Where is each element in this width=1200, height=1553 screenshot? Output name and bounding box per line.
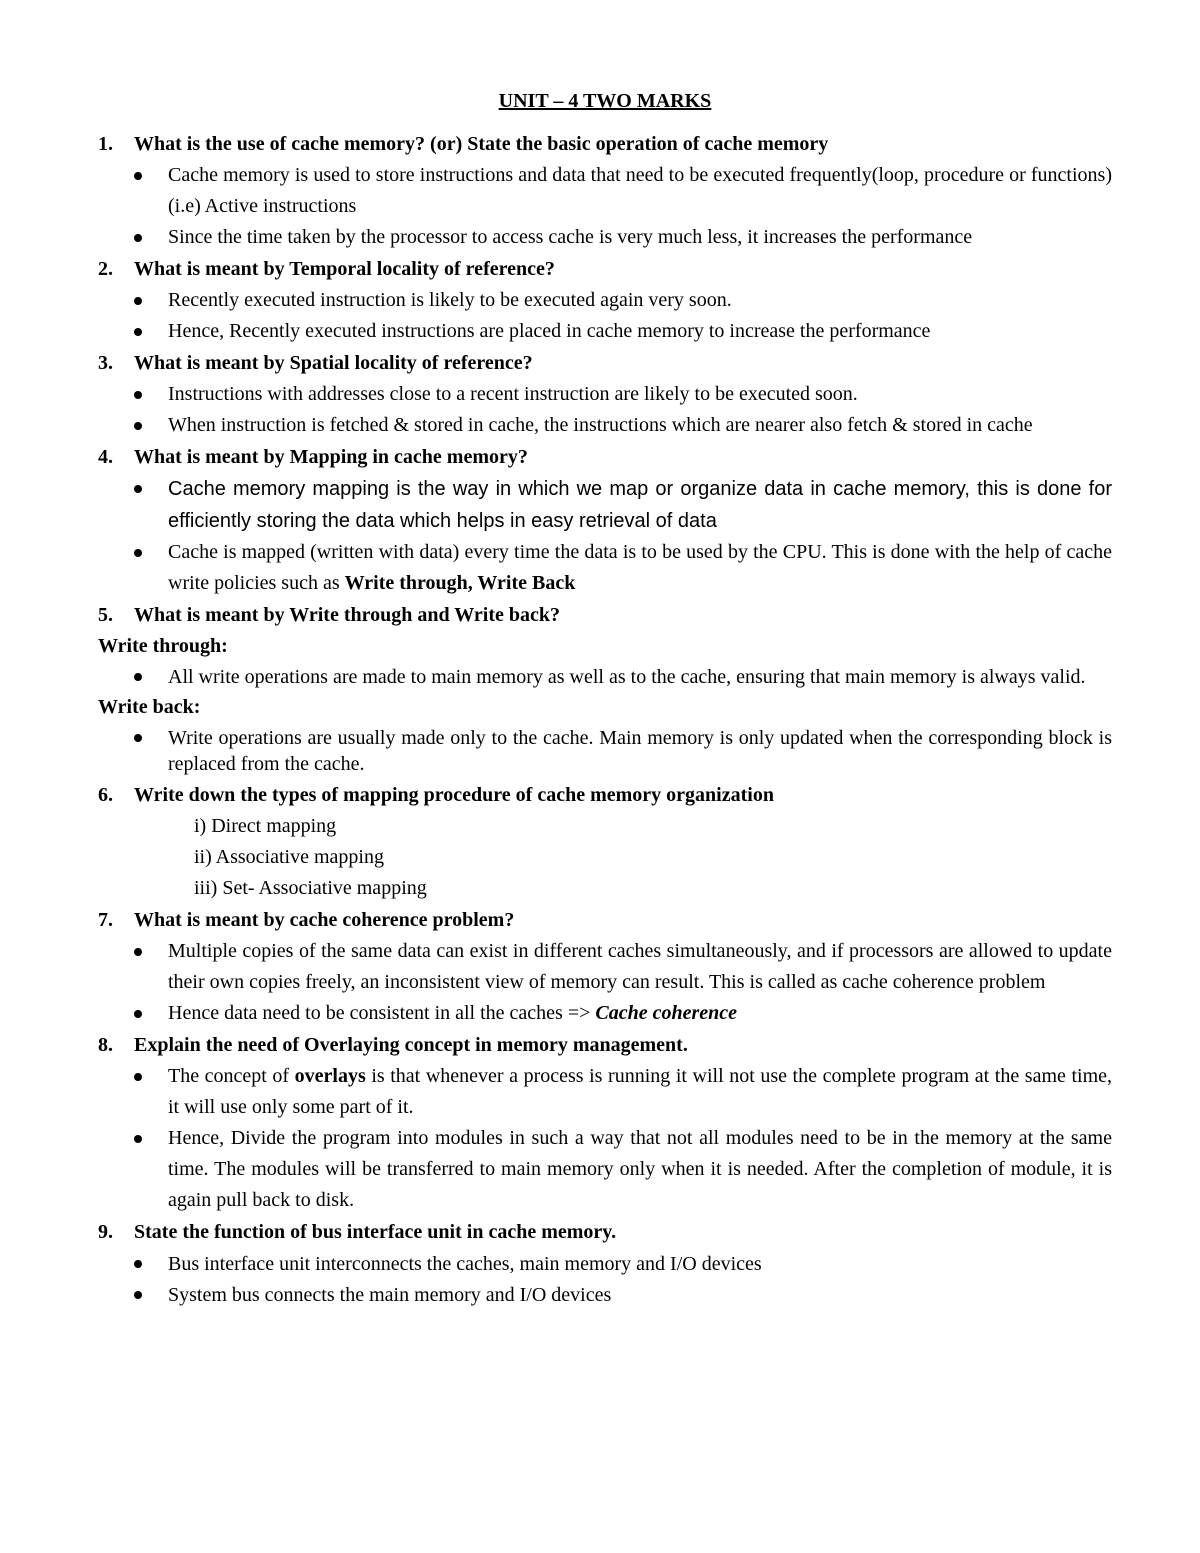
question-number: 8.	[98, 1034, 113, 1056]
answer-text: System bus connects the main memory and I/O devices	[168, 1284, 612, 1306]
question-heading	[98, 1216, 1112, 1248]
answer-list	[98, 1248, 1112, 1310]
answer-text: Cache is mapped (written with data) every time the data is to be used by the CPU. This is done with the help of cache write policies such as	[168, 541, 1112, 594]
answer-text: Recently executed instruction is likely to be executed again very soon.	[168, 289, 732, 311]
question-3	[98, 347, 1112, 441]
answer-list	[98, 285, 1112, 347]
bullet-icon	[134, 391, 142, 399]
answer-text: Instructions with addresses close to a recent instruction are likely to be executed soon.	[168, 383, 858, 405]
answer-text: The concept of	[168, 1065, 295, 1087]
bullet-icon	[134, 1010, 142, 1018]
question-text: What is the use of cache memory? (or) State the basic operation of cache memory	[134, 133, 829, 155]
bullet-icon	[134, 1291, 142, 1299]
question-text: Write down the types of mapping procedure of cache memory organization	[134, 784, 774, 806]
answer-text: Bus interface unit interconnects the caches, main memory and I/O devices	[168, 1253, 762, 1275]
answer-list	[98, 722, 1112, 779]
question-text: What is meant by Spatial locality of reference?	[134, 352, 533, 374]
page-title: UNIT – 4 TWO MARKS	[498, 90, 712, 112]
answer-text: Hence, Recently executed instructions are placed in cache memory to increase the performance	[168, 320, 931, 342]
answer-list	[98, 473, 1112, 599]
question-text: Explain the need of Overlaying concept in memory management.	[134, 1034, 688, 1056]
answer-list	[98, 160, 1112, 253]
question-number: 5.	[98, 604, 113, 626]
question-list	[98, 128, 1112, 1310]
bullet-icon	[134, 1073, 142, 1081]
question-8	[98, 1029, 1112, 1216]
question-number: 2.	[98, 258, 113, 280]
question-text: What is meant by cache coherence problem?	[134, 909, 515, 931]
question-text: What is meant by Temporal locality of reference?	[134, 258, 555, 280]
question-text: State the function of bus interface unit in cache memory.	[134, 1221, 617, 1243]
answer-text: Cache memory is used to store instructions and data that need to be executed frequently(loop, procedure or functions) (i.e) Active instructions	[168, 164, 1112, 217]
bullet-icon	[134, 234, 142, 242]
answer-text: Hence, Divide the program into modules in such a way that not all modules need to be in the memory at the same time. The modules will be transferred to main memory only when it is needed. After the completion of module, it is again pull back to disk.	[168, 1127, 1112, 1211]
answer-bullet	[98, 379, 1112, 410]
question-6	[98, 779, 1112, 904]
answer-bullet	[98, 661, 1112, 692]
question-heading	[98, 1029, 1112, 1061]
mapping-item: i) Direct mapping	[194, 815, 337, 837]
bullet-icon	[134, 1260, 142, 1268]
question-4	[98, 441, 1112, 599]
bullet-icon	[134, 1135, 142, 1143]
bullet-icon	[134, 734, 142, 742]
answer-text: Multiple copies of the same data can exist in different caches simultaneously, and if processors are allowed to update their own copies freely, an inconsistent view of memory can result. This is called as cache coherence problem	[168, 940, 1112, 993]
answer-bullet	[98, 1123, 1112, 1216]
question-text: What is meant by Mapping in cache memory?	[134, 446, 528, 468]
answer-text: Hence data need to be consistent in all the caches =>	[168, 1002, 596, 1024]
answer-bullet	[98, 410, 1112, 441]
question-heading	[98, 779, 1112, 811]
bullet-icon	[134, 297, 142, 305]
answer-text: When instruction is fetched & stored in cache, the instructions which are nearer also fetch & stored in cache	[168, 414, 1033, 436]
answer-text: Since the time taken by the processor to access cache is very much less, it increases the performance	[168, 226, 973, 248]
answer-text: Write operations are usually made only to the cache. Main memory is only updated when the corresponding block is replaced from the cache.	[168, 727, 1112, 775]
question-5	[98, 599, 1112, 779]
question-1	[98, 128, 1112, 253]
question-heading	[98, 347, 1112, 379]
answer-text: All write operations are made to main memory as well as to the cache, ensuring that main memory is always valid.	[168, 666, 1086, 688]
question-number: 9.	[98, 1221, 113, 1243]
answer-emphasis-text: Cache coherence	[595, 1002, 738, 1024]
question-number: 6.	[98, 784, 113, 806]
bullet-icon	[134, 422, 142, 430]
question-heading	[98, 904, 1112, 936]
question-9	[98, 1216, 1112, 1310]
question-number: 7.	[98, 909, 113, 931]
answer-bullet	[98, 1279, 1112, 1310]
answer-bullet	[98, 1061, 1112, 1123]
question-7	[98, 904, 1112, 1029]
answer-list	[98, 1061, 1112, 1216]
answer-list	[98, 661, 1112, 692]
question-number: 1.	[98, 133, 113, 155]
answer-bullet	[98, 285, 1112, 316]
answer-bullet	[98, 160, 1112, 222]
question-heading	[98, 128, 1112, 160]
answer-bullet	[98, 1248, 1112, 1279]
question-number: 4.	[98, 446, 113, 468]
bullet-icon	[134, 948, 142, 956]
question-2	[98, 253, 1112, 347]
answer-bold-text: overlays	[294, 1065, 366, 1087]
answer-list	[98, 379, 1112, 441]
question-heading	[98, 253, 1112, 285]
question-heading	[98, 441, 1112, 473]
bullet-icon	[134, 172, 142, 180]
answer-bullet	[98, 998, 1112, 1029]
bullet-icon	[134, 673, 142, 681]
mapping-item: ii) Associative mapping	[194, 846, 384, 868]
answer-bold-text: Write through, Write Back	[344, 572, 576, 594]
bullet-icon	[134, 328, 142, 336]
bullet-icon	[134, 549, 142, 557]
write-back-heading: Write back:	[98, 696, 201, 718]
question-heading	[98, 599, 1112, 631]
answer-text: Cache memory mapping is the way in which we map or organize data in cache memory, this is done for efficiently storing the data which helps in easy retrieval of data	[168, 478, 1112, 532]
answer-bullet	[98, 473, 1112, 537]
mapping-item: iii) Set- Associative mapping	[194, 877, 427, 899]
answer-bullet	[98, 316, 1112, 347]
answer-bullet	[98, 936, 1112, 998]
write-through-heading: Write through:	[98, 635, 228, 657]
answer-list	[98, 936, 1112, 1029]
answer-text: is that whenever a process is running it will not use the complete program at the same time, it will use only some part of it.	[168, 1065, 1112, 1118]
answer-bullet	[98, 537, 1112, 599]
question-number: 3.	[98, 352, 113, 374]
answer-bullet	[98, 222, 1112, 253]
bullet-icon	[134, 485, 142, 493]
answer-bullet	[98, 722, 1112, 779]
question-text: What is meant by Write through and Write back?	[134, 604, 560, 626]
